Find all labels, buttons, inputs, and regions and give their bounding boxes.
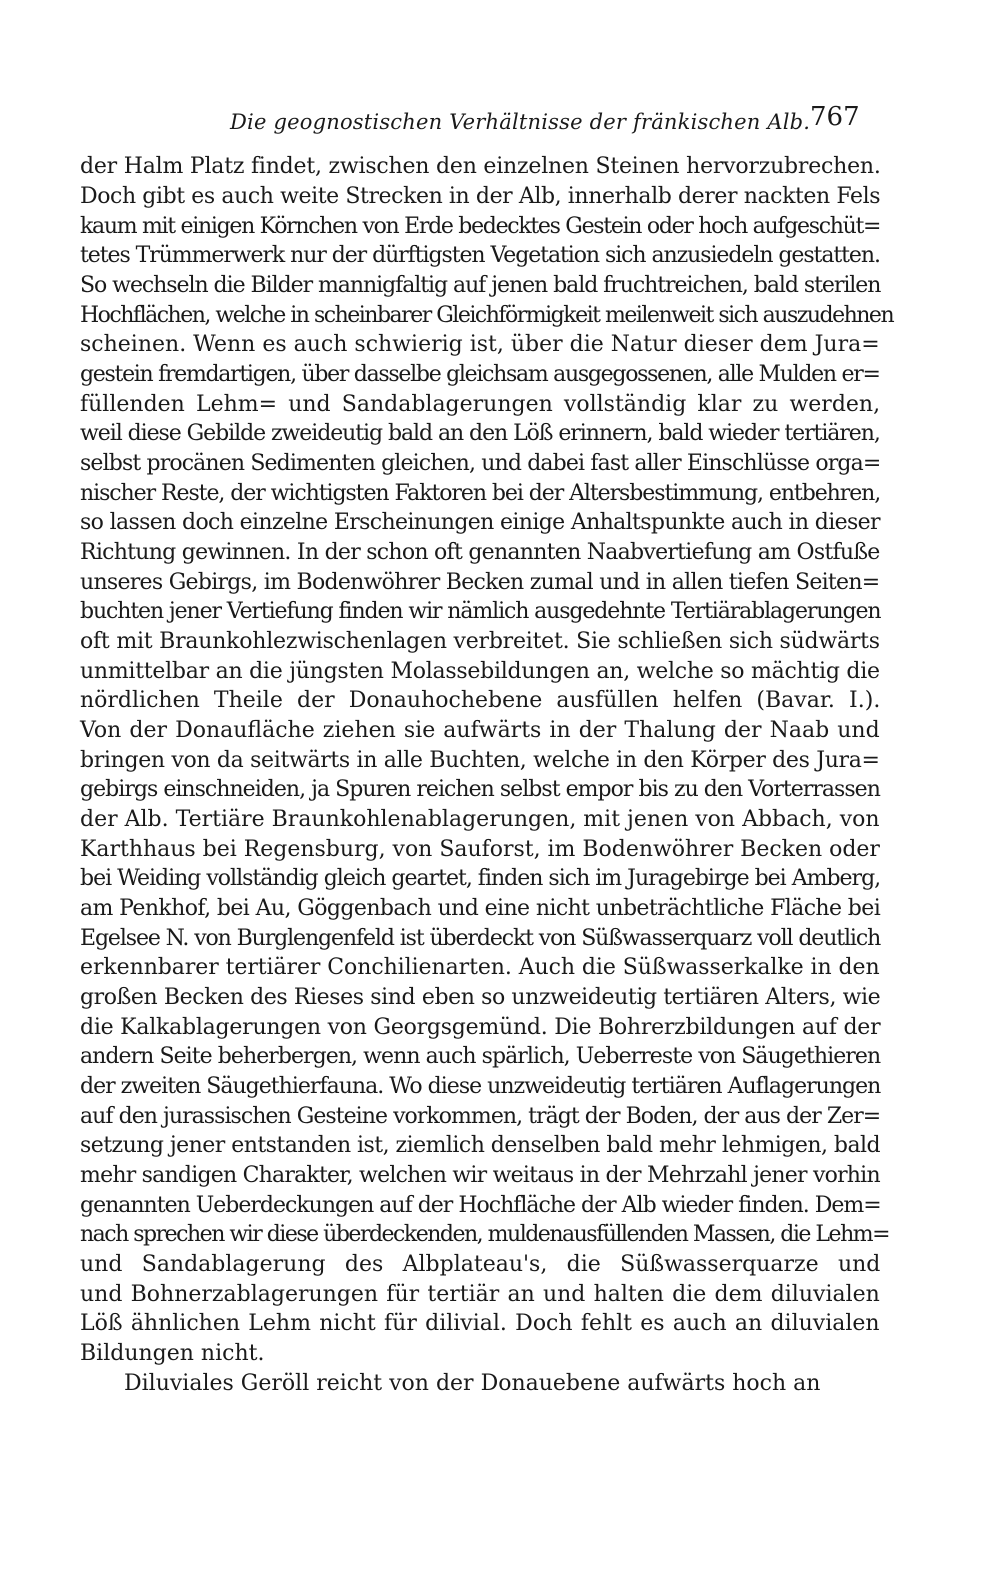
text-line: so lassen doch einzelne Erscheinungen einige Anhaltspunkte auch in dieser — [80, 510, 880, 535]
text-line: andern Seite beherbergen, wenn auch spärlich, Ueberreste von Säugethieren — [80, 1044, 881, 1069]
text-line: der zweiten Säugethierfauna. Wo diese unzweideutig tertiären Auflagerungen — [80, 1074, 881, 1099]
text-line: Doch gibt es auch weite Strecken in der Alb, innerhalb derer nackten Fels — [80, 184, 881, 209]
text-line: Diluviales Geröll reicht von der Donauebene aufwärts hoch an — [124, 1371, 821, 1396]
text-line: Richtung gewinnen. In der schon oft genannten Naabvertiefung am Ostfuße — [80, 540, 880, 565]
text-line: am Penkhof, bei Au, Göggenbach und eine nicht unbeträchtliche Fläche bei — [80, 896, 881, 921]
text-line: der Halm Platz findet, zwischen den einzelnen Steinen hervorzubrechen. — [80, 154, 881, 179]
text-line: oft mit Braunkohlezwischenlagen verbreitet. Sie schließen sich südwärts — [80, 629, 880, 654]
text-line: kaum mit einigen Körnchen von Erde bedecktes Gestein oder hoch aufgeschüt= — [80, 214, 881, 239]
text-line: großen Becken des Rieses sind eben so unzweideutig tertiären Alters, wie — [80, 985, 881, 1010]
text-line: nördlichen Theile der Donauhochebene ausfüllen helfen (Bavar. I.). — [80, 688, 881, 713]
text-line: unmittelbar an die jüngsten Molassebildungen an, welche so mächtig die — [80, 659, 880, 684]
text-line: auf den jurassischen Gesteine vorkommen, trägt der Boden, der aus der Zer= — [80, 1104, 881, 1129]
text-line: mehr sandigen Charakter, welchen wir weitaus in der Mehrzahl jener vorhin — [80, 1163, 880, 1188]
text-line: bei Weiding vollständig gleich geartet, finden sich im Juragebirge bei Amberg, — [80, 866, 881, 891]
text-line: genannten Ueberdeckungen auf der Hochfläche der Alb wieder finden. Dem= — [80, 1193, 881, 1218]
text-line: und Bohnerzablagerungen für tertiär an und halten die dem diluvialen — [80, 1282, 880, 1307]
text-line: setzung jener entstanden ist, ziemlich denselben bald mehr lehmigen, bald — [80, 1133, 881, 1158]
text-line: buchten jener Vertiefung finden wir nämlich ausgedehnte Tertiärablagerungen — [80, 599, 881, 624]
page-number: 767 — [810, 102, 860, 132]
text-line: Karthhaus bei Regensburg, von Sauforst, im Bodenwöhrer Becken oder — [80, 837, 880, 862]
text-line: scheinen. Wenn es auch schwierig ist, über die Natur dieser dem Jura= — [80, 332, 880, 357]
text-line: Löß ähnlichen Lehm nicht für dilivial. Doch fehlt es auch an diluvialen — [80, 1311, 880, 1336]
text-line: gebirgs einschneiden, ja Spuren reichen selbst empor bis zu den Vorterrassen — [80, 777, 880, 802]
text-line: Egelsee N. von Burglengenfeld ist überdeckt von Süßwasserquarz voll deutlich — [80, 926, 881, 951]
text-line: So wechseln die Bilder mannigfaltig auf jenen bald fruchtreichen, bald sterilen — [80, 273, 881, 298]
text-line: selbst procänen Sedimenten gleichen, und dabei fast aller Einschlüsse orga= — [80, 451, 881, 476]
text-line: füllenden Lehm= und Sandablagerungen vollständig klar zu werden, — [80, 392, 881, 417]
text-line: Bildungen nicht. — [80, 1341, 265, 1366]
text-line: erkennbarer tertiärer Conchilienarten. Auch die Süßwasserkalke in den — [80, 955, 880, 980]
text-line: gestein fremdartigen, über dasselbe gleichsam ausgegossenen, alle Mulden er= — [80, 362, 880, 387]
text-line: weil diese Gebilde zweideutig bald an den Löß erinnern, bald wieder tertiären, — [80, 421, 880, 446]
text-line: tetes Trümmerwerk nur der dürftigsten Vegetation sich anzusiedeln gestatten. — [80, 243, 880, 268]
running-title: Die geognostischen Verhältnisse der fränkischen Alb. — [230, 110, 811, 134]
text-line: die Kalkablagerungen von Georgsgemünd. Die Bohrerzbildungen auf der — [80, 1015, 881, 1040]
text-line: und Sandablagerung des Albplateau's, die Süßwasserquarze und — [80, 1252, 881, 1277]
text-line: der Alb. Tertiäre Braunkohlenablagerungen, mit jenen von Abbach, von — [80, 807, 880, 832]
text-line: nach sprechen wir diese überdeckenden, muldenausfüllenden Massen, die Lehm= — [80, 1222, 890, 1247]
text-line: nischer Reste, der wichtigsten Faktoren bei der Altersbestimmung, entbehren, — [80, 481, 881, 506]
text-line: Von der Donaufläche ziehen sie aufwärts in der Thalung der Naab und — [80, 718, 880, 743]
text-line: bringen von da seitwärts in alle Buchten, welche in den Körper des Jura= — [80, 748, 880, 773]
text-line: unseres Gebirgs, im Bodenwöhrer Becken zumal und in allen tiefen Seiten= — [80, 570, 880, 595]
text-line: Hochflächen, welche in scheinbarer Gleichförmigkeit meilenweit sich auszudehnen — [80, 303, 894, 328]
